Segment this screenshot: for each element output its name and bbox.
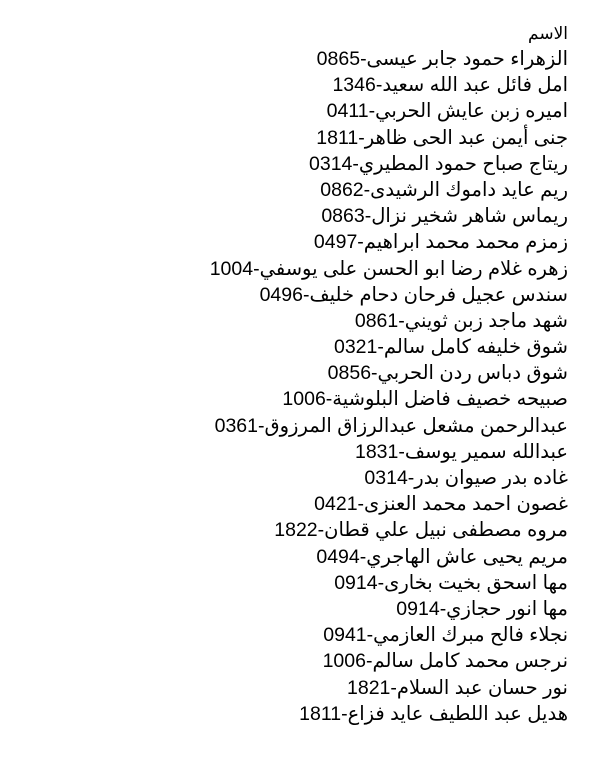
list-item: جنى أيمن عبد الحى ظاهر-1811 xyxy=(316,126,568,149)
list-item: سندس عجيل فرحان دحام خليف-0496 xyxy=(259,283,568,306)
list-item: زهره غلام رضا ابو الحسن على يوسفي-1004 xyxy=(209,257,568,280)
list-item: اميره زبن عايش الحربي-0411 xyxy=(326,100,568,123)
list-item: ريتاج صباح حمود المطيري-0314 xyxy=(309,152,568,175)
list-item: شهد ماجد زبن ثويني-0861 xyxy=(354,309,568,332)
list-item: زمزم محمد محمد ابراهيم-0497 xyxy=(313,231,568,254)
list-item: شوق خليفه كامل سالم-0321 xyxy=(333,336,568,359)
list-item: نور حسان عبد السلام-1821 xyxy=(347,676,568,699)
column-header: الاسم xyxy=(528,24,568,43)
name-list xyxy=(8,46,568,727)
list-item: عبدالله سمير يوسف-1831 xyxy=(354,440,568,463)
list-item: مها اسحق بخيت بخارى-0914 xyxy=(334,571,568,594)
list-item: الزهراء حمود جابر عيسى-0865 xyxy=(316,48,568,70)
list-item: مروه مصطفى نبيل علي قطان-1822 xyxy=(274,519,568,542)
list-item: هديل عبد اللطيف عايد فزاع-1811 xyxy=(299,702,568,725)
list-item: عبدالرحمن مشعل عبدالرزاق المرزوق-0361 xyxy=(214,414,568,437)
list-item: ريماس شاهر شخير نزال-0863 xyxy=(321,205,568,228)
list-item: مريم يحيى عاش الهاجري-0494 xyxy=(316,545,568,568)
document-page xyxy=(8,22,568,727)
list-item: غاده بدر صيوان بدر-0314 xyxy=(364,467,568,489)
list-item: نجلاء فالح مبرك العازمي-0941 xyxy=(323,624,568,647)
list-item: غصون احمد محمد العنزى-0421 xyxy=(314,493,568,516)
list-item: امل فائل عبد الله سعيد-1346 xyxy=(332,74,568,97)
list-item: نرجس محمد كامل سالم-1006 xyxy=(322,650,568,673)
list-item: شوق دباس ردن الحربي-0856 xyxy=(327,362,568,385)
list-item: ريم عايد داموك الرشيدى-0862 xyxy=(320,178,568,201)
list-item: مها انور حجازي-0914 xyxy=(396,597,568,620)
list-item: صبيحه خصيف فاضل البلوشية-1006 xyxy=(282,388,568,411)
